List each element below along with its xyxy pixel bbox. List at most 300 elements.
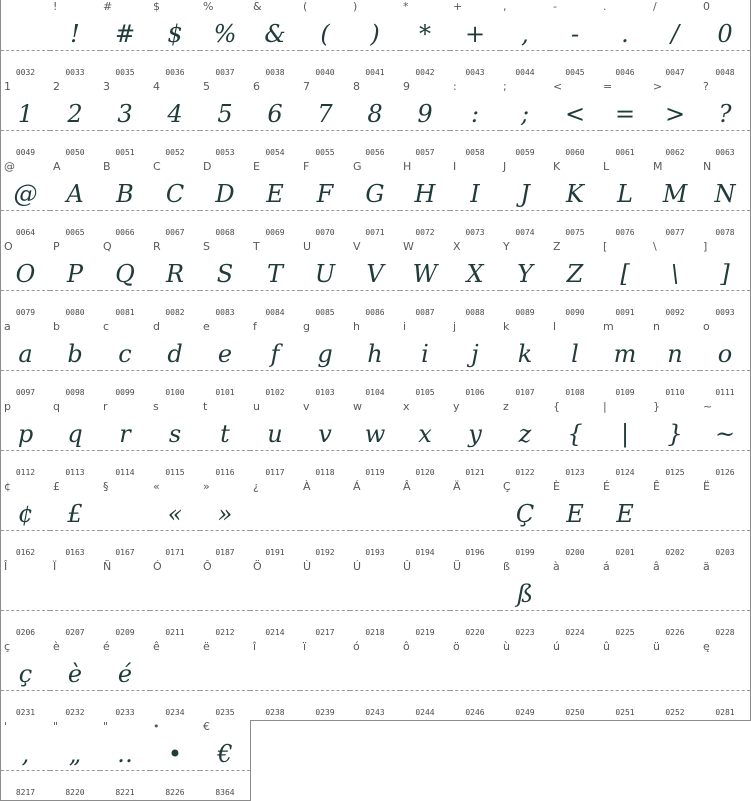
baseline-guide — [300, 450, 350, 451]
baseline-guide — [450, 370, 500, 371]
glyph-cell — [150, 160, 201, 241]
baseline-guide — [300, 210, 350, 211]
glyph-code: 0228 — [715, 628, 735, 637]
glyph-cell — [100, 400, 151, 481]
glyph-cell — [0, 720, 51, 801]
glyph-sample: [ — [620, 260, 630, 288]
glyph-cell — [100, 80, 151, 161]
glyph-sample: L — [617, 180, 633, 208]
glyph-label: + — [453, 0, 463, 13]
baseline-guide — [700, 130, 750, 131]
glyph-code: 0211 — [165, 628, 185, 637]
glyph-label: Ï — [53, 560, 57, 573]
baseline-guide — [350, 530, 400, 531]
glyph-code: 0243 — [365, 708, 385, 717]
glyph-label: c — [103, 320, 110, 333]
glyph-cell — [0, 480, 51, 561]
baseline-guide — [500, 450, 550, 451]
glyph-label: P — [53, 240, 60, 253]
glyph-label: j — [453, 320, 457, 333]
baseline-guide — [550, 290, 600, 291]
glyph-code: 0085 — [315, 308, 335, 317]
baseline-guide — [200, 530, 250, 531]
glyph-label: p — [4, 400, 11, 413]
baseline-guide — [150, 610, 200, 611]
glyph-sample: i — [421, 340, 429, 368]
glyph-label: V — [353, 240, 361, 253]
baseline-guide — [100, 530, 150, 531]
glyph-code: 0191 — [265, 548, 285, 557]
glyph-sample: B — [116, 180, 134, 208]
glyph-sample: - — [570, 20, 580, 48]
glyph-label: ' — [4, 720, 8, 733]
glyph-code: 0233 — [115, 708, 135, 717]
glyph-cell — [450, 160, 501, 241]
glyph-cell — [450, 320, 501, 401]
glyph-cell — [700, 640, 751, 721]
baseline-guide — [650, 530, 700, 531]
glyph-label: 1 — [4, 80, 11, 93]
glyph-code: 0199 — [515, 548, 535, 557]
glyph-sample: X — [466, 260, 484, 288]
glyph-label: á — [603, 560, 610, 573]
glyph-label: Ö — [253, 560, 262, 573]
glyph-code: 0070 — [315, 228, 335, 237]
glyph-sample: T — [266, 260, 283, 288]
baseline-guide — [250, 370, 300, 371]
glyph-sample: f — [270, 340, 280, 368]
glyph-label: ë — [203, 640, 210, 653]
glyph-cell — [700, 320, 751, 401]
glyph-sample: 1 — [17, 100, 34, 128]
glyph-cell — [0, 160, 51, 241]
baseline-guide — [200, 690, 250, 691]
glyph-code: 0244 — [415, 708, 435, 717]
glyph-cell — [250, 240, 301, 321]
glyph-label: J — [503, 160, 507, 173]
glyph-label: Ô — [203, 560, 212, 573]
glyph-label: E — [253, 160, 260, 173]
baseline-guide — [300, 610, 350, 611]
glyph-sample: C — [165, 180, 185, 208]
glyph-cell — [100, 320, 151, 401]
baseline-guide — [50, 50, 100, 51]
glyph-label: 5 — [203, 80, 210, 93]
glyph-sample: ¢ — [17, 500, 34, 528]
glyph-cell — [100, 240, 151, 321]
glyph-cell — [400, 560, 451, 641]
glyph-cell — [600, 0, 651, 81]
baseline-guide — [550, 610, 600, 611]
glyph-label: h — [353, 320, 360, 333]
baseline-guide — [250, 690, 300, 691]
glyph-code: 0251 — [615, 708, 635, 717]
baseline-guide — [650, 210, 700, 211]
glyph-sample: R — [165, 260, 185, 288]
glyph-cell — [100, 640, 151, 721]
baseline-guide — [350, 610, 400, 611]
glyph-cell — [0, 320, 51, 401]
glyph-sample: } — [667, 420, 683, 448]
glyph-code: 0212 — [215, 628, 235, 637]
glyph-code: 0049 — [15, 148, 36, 157]
glyph-sample: K — [566, 180, 584, 208]
glyph-label: " — [103, 720, 109, 733]
glyph-label: [ — [603, 240, 608, 253]
glyph-sample: , — [521, 20, 529, 48]
glyph-cell — [0, 0, 51, 81]
baseline-guide — [50, 210, 100, 211]
glyph-code: 0124 — [615, 468, 635, 477]
glyph-code: 0090 — [565, 308, 585, 317]
glyph-code: 0105 — [415, 388, 435, 397]
glyph-cell — [300, 0, 351, 81]
glyph-label: î — [253, 640, 257, 653]
glyph-code: 0225 — [615, 628, 635, 637]
baseline-guide — [500, 530, 550, 531]
glyph-label: L — [603, 160, 610, 173]
glyph-cell — [400, 240, 451, 321]
glyph-cell — [500, 80, 551, 161]
glyph-sample: z — [518, 420, 532, 448]
glyph-label: \ — [653, 240, 657, 253]
baseline-guide — [100, 610, 150, 611]
baseline-guide — [100, 450, 150, 451]
glyph-sample: S — [216, 260, 234, 288]
glyph-label: w — [353, 400, 362, 413]
glyph-cell — [150, 720, 201, 801]
glyph-cell — [150, 560, 201, 641]
glyph-cell — [650, 400, 701, 481]
baseline-guide — [700, 610, 750, 611]
glyph-label: T — [253, 240, 260, 253]
baseline-guide — [500, 130, 550, 131]
glyph-sample: & — [264, 20, 286, 48]
glyph-label: A — [53, 160, 61, 173]
baseline-guide — [200, 450, 250, 451]
glyph-cell — [100, 160, 151, 241]
glyph-code: 0200 — [565, 548, 585, 557]
glyph-label: 3 — [103, 80, 110, 93]
glyph-sample: d — [167, 340, 183, 368]
glyph-code: 0064 — [15, 228, 36, 237]
glyph-cell — [300, 400, 351, 481]
glyph-cell — [350, 0, 401, 81]
glyph-code: 0119 — [365, 468, 385, 477]
glyph-code: 0091 — [615, 308, 635, 317]
glyph-cell — [200, 480, 251, 561]
glyph-label: D — [203, 160, 212, 173]
baseline-guide — [450, 210, 500, 211]
glyph-label: , — [503, 0, 507, 13]
glyph-code: 0084 — [265, 308, 285, 317]
glyph-code: 0116 — [215, 468, 235, 477]
glyph-label: K — [553, 160, 561, 173]
glyph-sample: ~ — [714, 420, 736, 448]
glyph-label: ) — [353, 0, 358, 13]
baseline-guide — [50, 450, 100, 451]
glyph-label: d — [153, 320, 160, 333]
glyph-label: Â — [403, 480, 411, 493]
baseline-guide — [400, 450, 450, 451]
glyph-sample: ‥ — [116, 740, 133, 768]
baseline-guide — [250, 130, 300, 131]
baseline-guide — [600, 290, 650, 291]
glyph-code: 0207 — [65, 628, 85, 637]
glyph-label: & — [253, 0, 262, 13]
glyph-sample: ? — [718, 100, 732, 128]
glyph-label: ä — [703, 560, 710, 573]
glyph-code: 0059 — [515, 148, 535, 157]
glyph-label: q — [53, 400, 60, 413]
glyph-code: 0232 — [65, 708, 85, 717]
glyph-sample: y — [468, 420, 482, 448]
glyph-code: 0055 — [315, 148, 335, 157]
glyph-label: 8 — [353, 80, 360, 93]
glyph-label: ê — [153, 640, 160, 653]
baseline-guide — [350, 290, 400, 291]
glyph-label: ü — [653, 640, 660, 653]
glyph-cell — [700, 0, 751, 81]
glyph-label: û — [603, 640, 610, 653]
glyph-cell — [100, 0, 151, 81]
glyph-sample: I — [470, 180, 480, 208]
glyph-code: 8220 — [65, 788, 85, 797]
glyph-code: 0281 — [715, 708, 735, 717]
glyph-cell — [350, 400, 401, 481]
glyph-cell — [150, 240, 201, 321]
glyph-sample: 8 — [367, 100, 383, 128]
glyph-code: 8364 — [215, 788, 235, 797]
glyph-cell — [350, 480, 401, 561]
glyph-sample: ) — [370, 20, 380, 48]
glyph-cell — [200, 720, 251, 801]
glyph-label: Ä — [453, 480, 461, 493]
glyph-code: 0163 — [65, 548, 85, 557]
glyph-cell — [650, 160, 701, 241]
baseline-guide — [600, 370, 650, 371]
glyph-code: 0036 — [165, 68, 185, 77]
glyph-sample: # — [114, 20, 136, 48]
glyph-code: 0099 — [115, 388, 135, 397]
glyph-cell — [50, 320, 101, 401]
glyph-label: Ú — [353, 560, 362, 573]
glyph-code: 0252 — [665, 708, 685, 717]
glyph-label: < — [553, 80, 563, 93]
glyph-sample: j — [471, 340, 479, 368]
baseline-guide — [300, 130, 350, 131]
glyph-sample: 0 — [717, 20, 733, 48]
baseline-guide — [50, 610, 100, 611]
glyph-sample: { — [567, 420, 583, 448]
glyph-cell — [400, 80, 451, 161]
baseline-guide — [600, 610, 650, 611]
baseline-guide — [550, 370, 600, 371]
glyph-label: ö — [453, 640, 460, 653]
baseline-guide — [300, 530, 350, 531]
baseline-guide — [550, 450, 600, 451]
glyph-code: 0057 — [415, 148, 435, 157]
glyph-label: v — [303, 400, 310, 413]
glyph-sample: | — [620, 420, 630, 448]
glyph-code: 0080 — [65, 308, 85, 317]
glyph-cell — [700, 80, 751, 161]
baseline-guide — [500, 370, 550, 371]
glyph-cell — [300, 320, 351, 401]
glyph-sample: = — [614, 100, 636, 128]
glyph-label: ó — [353, 640, 360, 653]
glyph-code: 0113 — [65, 468, 85, 477]
glyph-code: 0060 — [565, 148, 585, 157]
glyph-code: 0051 — [115, 148, 135, 157]
glyph-cell — [250, 160, 301, 241]
glyph-label: S — [203, 240, 210, 253]
glyph-cell — [650, 640, 701, 721]
glyph-label: ] — [703, 240, 708, 253]
glyph-sample: p — [17, 420, 34, 448]
glyph-label: I — [453, 160, 457, 173]
glyph-label: Y — [503, 240, 510, 253]
baseline-guide — [650, 130, 700, 131]
baseline-guide — [150, 290, 200, 291]
glyph-code: 0041 — [365, 68, 385, 77]
baseline-guide — [100, 210, 150, 211]
glyph-code: 0114 — [115, 468, 135, 477]
glyph-code: 0209 — [115, 628, 135, 637]
glyph-label: { — [553, 400, 560, 413]
glyph-sample: h — [367, 340, 383, 368]
glyph-cell — [150, 80, 201, 161]
glyph-label: 7 — [303, 80, 310, 93]
glyph-label: : — [453, 80, 457, 93]
glyph-cell — [700, 160, 751, 241]
glyph-code: 0246 — [465, 708, 485, 717]
glyph-cell — [600, 320, 651, 401]
glyph-sample: D — [215, 180, 235, 208]
baseline-guide — [150, 370, 200, 371]
glyph-label: À — [303, 480, 311, 493]
glyph-cell — [650, 80, 701, 161]
glyph-sample: ! — [70, 20, 80, 48]
glyph-cell — [550, 560, 601, 641]
baseline-guide — [200, 130, 250, 131]
glyph-code: 0097 — [15, 388, 36, 397]
glyph-label: 6 — [253, 80, 260, 93]
baseline-guide — [700, 690, 750, 691]
glyph-cell — [400, 320, 451, 401]
glyph-code: 0056 — [365, 148, 385, 157]
glyph-sample: 5 — [217, 100, 233, 128]
glyph-sample: € — [217, 740, 233, 768]
glyph-sample: U — [314, 260, 336, 288]
glyph-label: a — [4, 320, 11, 333]
glyph-code: 0073 — [465, 228, 485, 237]
baseline-guide — [300, 50, 350, 51]
baseline-guide — [1, 290, 50, 291]
glyph-cell — [600, 400, 651, 481]
baseline-guide — [50, 690, 100, 691]
glyph-label: é — [103, 640, 110, 653]
baseline-guide — [400, 290, 450, 291]
glyph-sample: v — [318, 420, 332, 448]
baseline-guide — [50, 370, 100, 371]
glyph-code: 0092 — [665, 308, 685, 317]
baseline-guide — [250, 210, 300, 211]
glyph-cell — [50, 400, 101, 481]
glyph-label: N — [703, 160, 712, 173]
glyph-sample: é — [117, 660, 133, 688]
baseline-guide — [600, 130, 650, 131]
glyph-label: # — [103, 0, 113, 13]
glyph-cell — [400, 480, 451, 561]
glyph-code: 0206 — [15, 628, 36, 637]
glyph-code: 0239 — [315, 708, 335, 717]
glyph-code: 0226 — [665, 628, 685, 637]
glyph-label: X — [453, 240, 461, 253]
glyph-sample: » — [217, 500, 233, 528]
glyph-cell — [300, 640, 351, 721]
glyph-label: ¿ — [253, 480, 259, 493]
glyph-code: 0068 — [215, 228, 235, 237]
glyph-cell — [650, 560, 701, 641]
baseline-guide — [350, 50, 400, 51]
glyph-cell — [450, 80, 501, 161]
glyph-label: Á — [353, 480, 361, 493]
glyph-code: 0077 — [665, 228, 685, 237]
glyph-cell — [100, 560, 151, 641]
glyph-label: â — [653, 560, 660, 573]
glyph-code: 0104 — [365, 388, 385, 397]
glyph-cell — [50, 560, 101, 641]
glyph-label: e — [203, 320, 210, 333]
glyph-label: . — [603, 0, 607, 13]
glyph-code: 0250 — [565, 708, 585, 717]
glyph-label: 2 — [53, 80, 60, 93]
glyph-label: € — [203, 720, 210, 733]
baseline-guide — [400, 530, 450, 531]
glyph-cell — [350, 160, 401, 241]
baseline-guide — [700, 290, 750, 291]
glyph-label: ; — [503, 80, 507, 93]
glyph-code: 0193 — [365, 548, 385, 557]
glyph-code: 0048 — [715, 68, 735, 77]
glyph-sample: G — [365, 180, 385, 208]
glyph-code: 0069 — [265, 228, 285, 237]
glyph-cell — [250, 320, 301, 401]
glyph-code: 0108 — [565, 388, 585, 397]
glyph-sample: Y — [517, 260, 533, 288]
glyph-code: 0224 — [565, 628, 585, 637]
glyph-code: 8226 — [165, 788, 185, 797]
baseline-guide — [1, 530, 50, 531]
glyph-cell — [50, 160, 101, 241]
baseline-guide — [50, 290, 100, 291]
baseline-guide — [1, 370, 50, 371]
baseline-guide — [1, 210, 50, 211]
glyph-code: 0217 — [315, 628, 335, 637]
baseline-guide — [600, 50, 650, 51]
glyph-cell — [700, 560, 751, 641]
glyph-cell — [550, 80, 601, 161]
baseline-guide — [200, 210, 250, 211]
glyph-label: u — [253, 400, 260, 413]
baseline-guide — [400, 370, 450, 371]
glyph-cell — [100, 480, 151, 561]
baseline-guide — [650, 450, 700, 451]
baseline-guide — [1, 130, 50, 131]
baseline-guide — [400, 690, 450, 691]
glyph-label: R — [153, 240, 161, 253]
